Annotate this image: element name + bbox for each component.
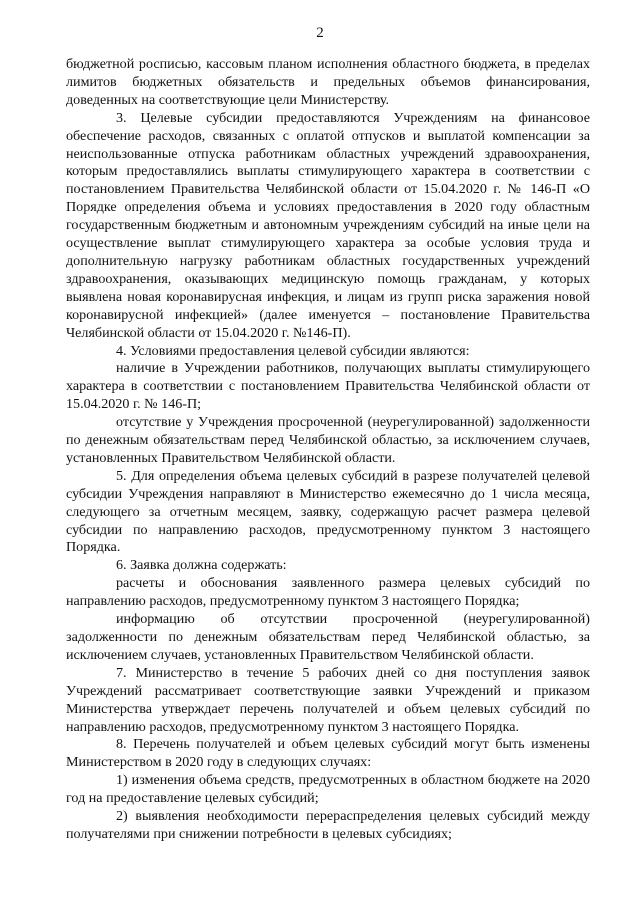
- paragraph-item-6: 6. Заявка должна содержать:: [116, 557, 287, 574]
- paragraph-item-3: 3. Целевые субсидии предоставляются Учреждениям на финансовое обеспечение расходов, связанных с оплатой отпусков и выплатой компенсации за неиспользованные отпуска работникам областных учреждений здравоохранения, которым предоставлялись выплаты стимулирующего характера в соответствии с постановлением Правительства Челябинской области от 15.04.2020 г. № 146-П «О Порядке определения объема и условиях предоставления в 2020 году областным государственным бюджетным и автономным учреждениям субсидий на иные цели на осуществление выплат стимулирующего характера за особые условия труда и дополнительную нагрузку работникам областных государственных учреждений здравоохранения, оказывающих медицинскую помощь гражданам, у которых выявлена новая коронавирусная инфекция, и лицам из групп риска заражения новой коронавирусной инфекцией» (далее именуется – постановление Правительства Челябинской области от 15.04.2020 г. №146-П).: [66, 109, 590, 341]
- paragraph-item-7: 7. Министерство в течение 5 рабочих дней со дня поступления заявок Учреждений рассматривает соответствующие заявки Учреждений и приказом Министерства утверждает перечень получателей и объем целевых субсидий по направлению расходов, предусмотренному пунктом 3 настоящего Порядка.: [66, 664, 590, 735]
- list-item: 2) выявления необходимости перераспределения целевых субсидий между получателями при снижении потребности в целевых субсидиях;: [66, 808, 590, 842]
- paragraph-item-5: 5. Для определения объема целевых субсидий в разрезе получателей целевой субсидии Учреждения направляют в Министерство ежемесячно до 1 числа месяца, следующего за отчетным месяцем, заявку, содержащую расчет размера целевой субсидии по направлению расходов, предусмотренному пунктом 3 настоящего Порядка.: [66, 467, 590, 556]
- paragraph-item-8: 8. Перечень получателей и объем целевых субсидий могут быть изменены Министерством в 2020 году в следующих случаях:: [66, 736, 590, 771]
- paragraph: расчеты и обоснования заявленного размера целевых субсидий по направлению расходов, предусмотренному пунктом 3 настоящего Порядка;: [66, 575, 590, 610]
- document-body: [66, 56, 590, 844]
- paragraph: отсутствие у Учреждения просроченной (неурегулированной) задолженности по денежным обязательствам перед Челябинской областью, за исключением случаев, установленных Правительством Челябинской области.: [66, 414, 590, 466]
- paragraph: наличие в Учреждении работников, получающих выплаты стимулирующего характера в соответствии с постановлением Правительства Челябинской области от 15.04.2020 г. № 146-П;: [66, 360, 590, 413]
- paragraph-item-4: 4. Условиями предоставления целевой субсидии являются:: [116, 342, 470, 359]
- page-number: 2: [316, 25, 324, 41]
- paragraph: информацию об отсутствии просроченной (неурегулированной) задолженности по денежным обязательствам перед Челябинской областью, за исключением случаев, установленных Правительством Челябинской области.: [66, 611, 590, 663]
- paragraph: бюджетной росписью, кассовым планом исполнения областного бюджета, в пределах лимитов бюджетных обязательств и предельных объемов финансирования, доведенных на соответствующие цели Министерству.: [66, 56, 590, 108]
- list-item: 1) изменения объема средств, предусмотренных в областном бюджете на 2020 год на предоставление целевых субсидий;: [66, 772, 590, 807]
